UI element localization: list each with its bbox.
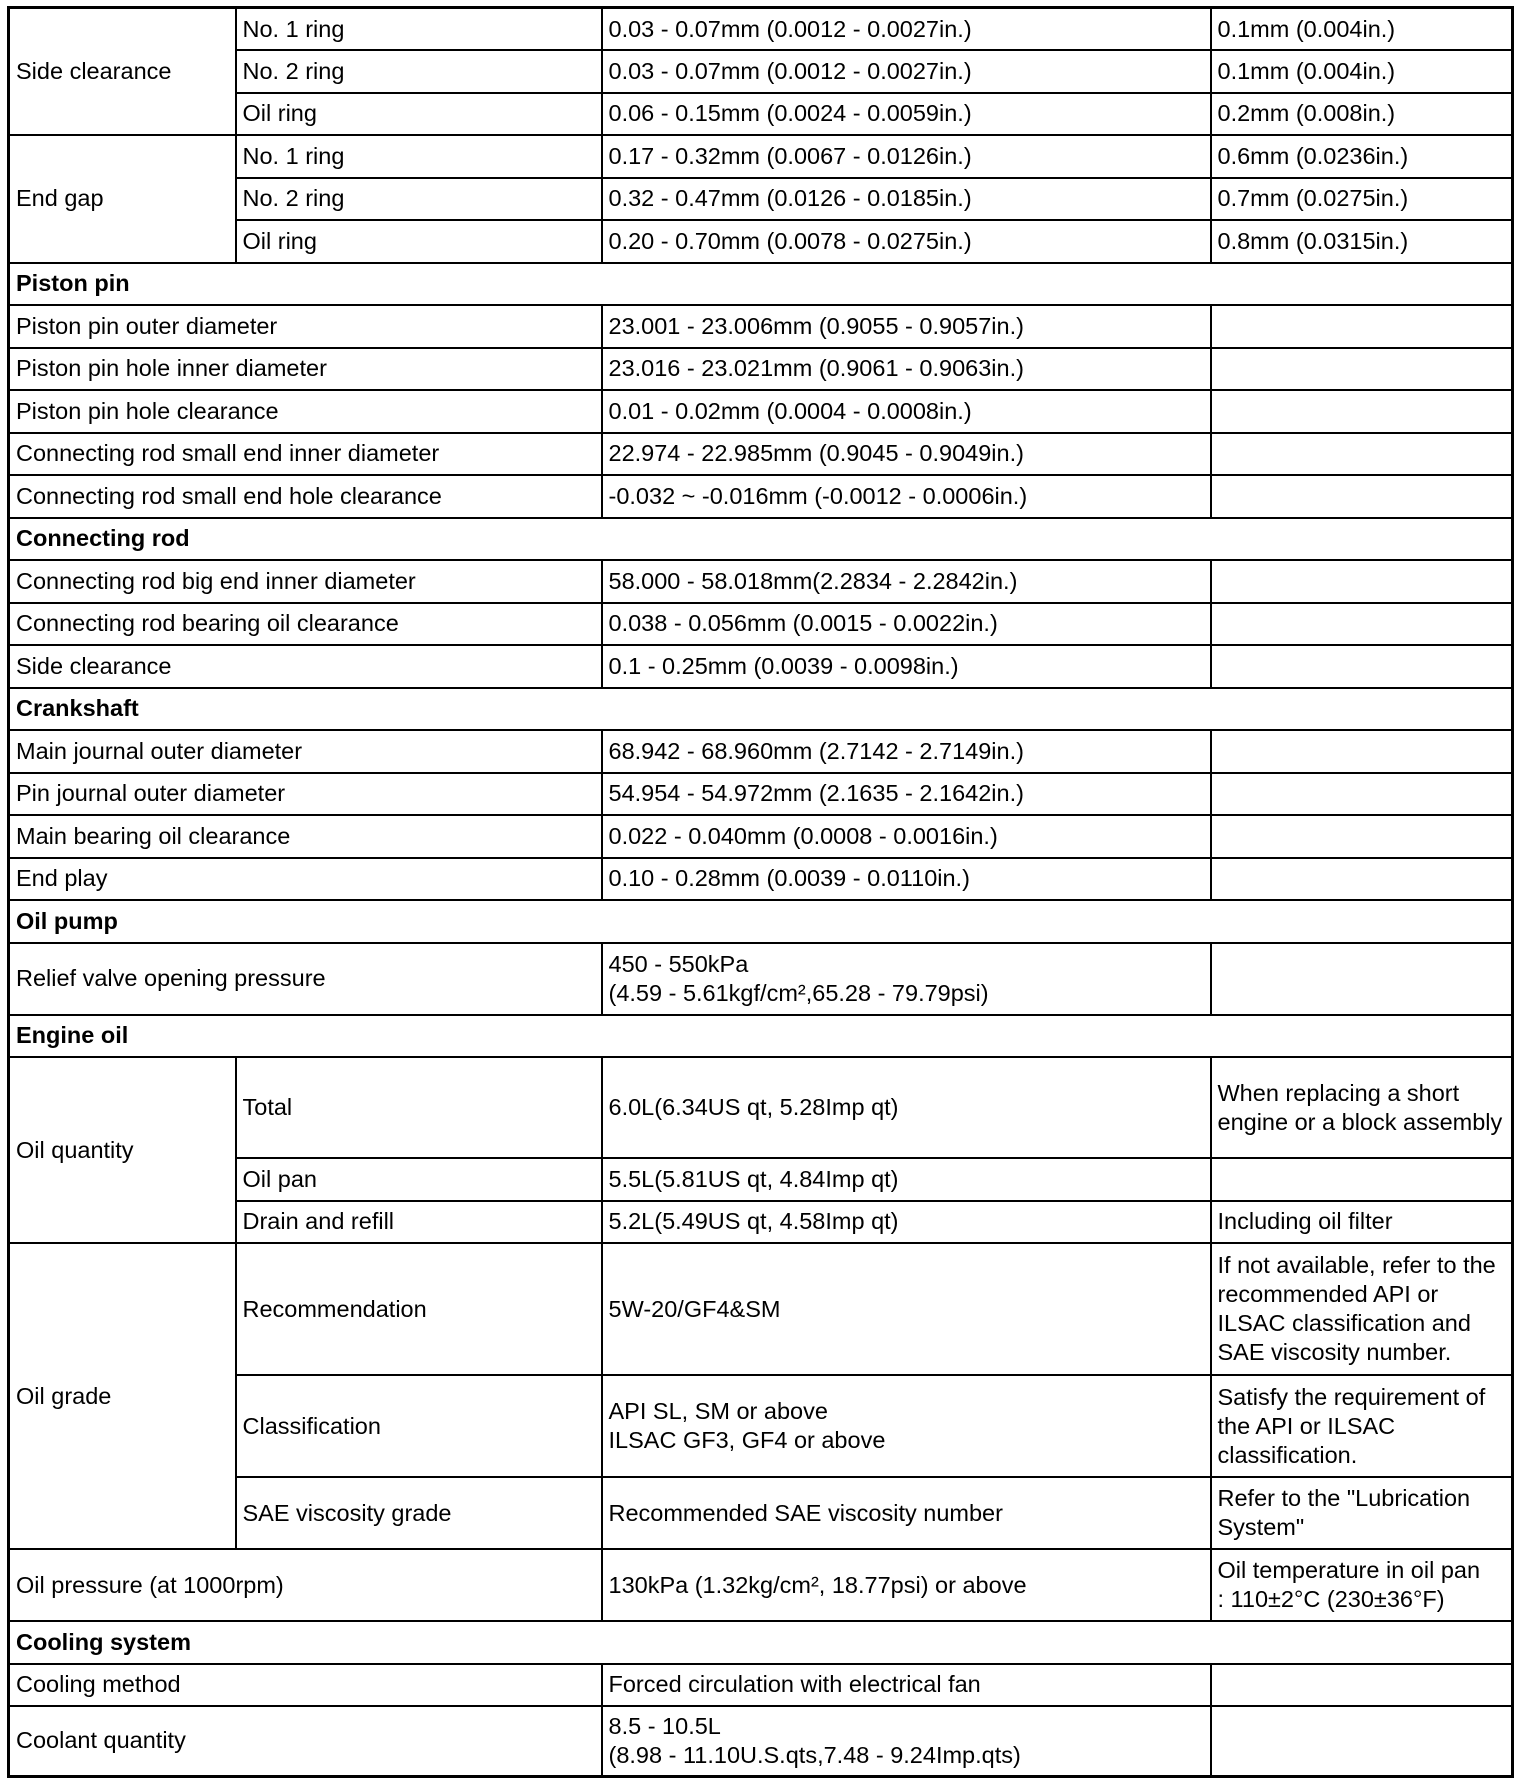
spec-label: Connecting rod small end inner diameter: [9, 433, 602, 476]
table-row: [9, 1243, 1513, 1375]
spec-value: 0.038 - 0.056mm (0.0015 - 0.0022in.): [602, 603, 1211, 646]
ring-item-label: No. 2 ring: [236, 50, 602, 93]
relief-valve-value: [602, 943, 1211, 1015]
oil-quantity-label: Oil quantity: [9, 1057, 236, 1243]
relief-valve-label: Relief valve opening pressure: [9, 943, 602, 1015]
section-header-row: [9, 1621, 1513, 1664]
ring-item-label: No. 1 ring: [236, 8, 602, 51]
drain-refill-label: Drain and refill: [236, 1201, 602, 1244]
table-row: [9, 390, 1513, 433]
classification-note: Satisfy the requirement of the API or ILSAC classification.: [1211, 1375, 1513, 1477]
spec-label: Piston pin hole inner diameter: [9, 348, 602, 391]
spec-value: 0.06 - 0.15mm (0.0024 - 0.0059in.): [602, 93, 1211, 136]
oil-total-label: Total: [236, 1057, 602, 1158]
table-row: [9, 1549, 1513, 1621]
ring-item-label: No. 1 ring: [236, 135, 602, 178]
spec-limit: 0.1mm (0.004in.): [1211, 8, 1513, 51]
recommendation-value: 5W-20/GF4&SM: [602, 1243, 1211, 1375]
classification-value: [602, 1375, 1211, 1477]
spec-limit: [1211, 305, 1513, 348]
spec-limit: 0.6mm (0.0236in.): [1211, 135, 1513, 178]
table-row: [9, 560, 1513, 603]
spec-limit: [1211, 943, 1513, 1015]
spec-limit: [1211, 348, 1513, 391]
ring-item-label: Oil ring: [236, 220, 602, 263]
spec-value: 58.000 - 58.018mm(2.2834 - 2.2842in.): [602, 560, 1211, 603]
spec-value: 0.022 - 0.040mm (0.0008 - 0.0016in.): [602, 815, 1211, 858]
table-row: [9, 348, 1513, 391]
spec-value: 0.01 - 0.02mm (0.0004 - 0.0008in.): [602, 390, 1211, 433]
oil-pan-value: 5.5L(5.81US qt, 4.84Imp qt): [602, 1158, 1211, 1201]
spec-limit: [1211, 815, 1513, 858]
table-row: [9, 1706, 1513, 1776]
recommendation-note: If not available, refer to the recommended API or ILSAC classification and SAE viscosity number.: [1211, 1243, 1513, 1375]
spec-limit: 0.7mm (0.0275in.): [1211, 178, 1513, 221]
table-row: [9, 773, 1513, 816]
oil-pressure-value: 130kPa (1.32kg/cm², 18.77psi) or above: [602, 1549, 1211, 1621]
section-header-row: [9, 900, 1513, 943]
spec-value: 0.03 - 0.07mm (0.0012 - 0.0027in.): [602, 50, 1211, 93]
spec-limit: [1211, 1158, 1513, 1201]
table-row: [9, 730, 1513, 773]
spec-limit: [1211, 773, 1513, 816]
recommendation-label: Recommendation: [236, 1243, 602, 1375]
spec-value: 0.03 - 0.07mm (0.0012 - 0.0027in.): [602, 8, 1211, 51]
table-row: [9, 475, 1513, 518]
spec-value: 23.001 - 23.006mm (0.9055 - 0.9057in.): [602, 305, 1211, 348]
table-row: [9, 603, 1513, 646]
sae-viscosity-note: Refer to the "Lubrication System": [1211, 1477, 1513, 1549]
table-row: [9, 135, 1513, 178]
coolant-quantity-value: [602, 1706, 1211, 1776]
oil-pressure-label: Oil pressure (at 1000rpm): [9, 1549, 602, 1621]
spec-label: Connecting rod big end inner diameter: [9, 560, 602, 603]
oil-grade-label: Oil grade: [9, 1243, 236, 1549]
spec-value: 22.974 - 22.985mm (0.9045 - 0.9049in.): [602, 433, 1211, 476]
drain-refill-note: Including oil filter: [1211, 1201, 1513, 1244]
section-header-engine-oil: Engine oil: [9, 1015, 1513, 1058]
spec-limit: [1211, 730, 1513, 773]
section-header-piston-pin: Piston pin: [9, 263, 1513, 306]
spec-limit: [1211, 475, 1513, 518]
spec-value: 0.20 - 0.70mm (0.0078 - 0.0275in.): [602, 220, 1211, 263]
section-header-row: [9, 518, 1513, 561]
engine-spec-table: [7, 6, 1514, 1778]
spec-label: Connecting rod bearing oil clearance: [9, 603, 602, 646]
spec-value: 0.10 - 0.28mm (0.0039 - 0.0110in.): [602, 858, 1211, 901]
oil-total-value: 6.0L(6.34US qt, 5.28Imp qt): [602, 1057, 1211, 1158]
spec-limit: [1211, 858, 1513, 901]
spec-value: -0.032 ~ -0.016mm (-0.0012 - 0.0006in.): [602, 475, 1211, 518]
table-row: [9, 305, 1513, 348]
relief-valve-value-line1: 450 - 550kPa: [608, 950, 749, 977]
spec-limit: [1211, 1664, 1513, 1707]
spec-value: 68.942 - 68.960mm (2.7142 - 2.7149in.): [602, 730, 1211, 773]
spec-limit: [1211, 433, 1513, 476]
section-header-row: [9, 688, 1513, 731]
section-header-oil-pump: Oil pump: [9, 900, 1513, 943]
spec-label: Main journal outer diameter: [9, 730, 602, 773]
spec-limit: [1211, 390, 1513, 433]
oil-pan-label: Oil pan: [236, 1158, 602, 1201]
cooling-method-value: Forced circulation with electrical fan: [602, 1664, 1211, 1707]
spec-label: Piston pin outer diameter: [9, 305, 602, 348]
sae-viscosity-label: SAE viscosity grade: [236, 1477, 602, 1549]
classification-value-line1: API SL, SM or above: [608, 1398, 828, 1424]
spec-label: Main bearing oil clearance: [9, 815, 602, 858]
spec-value: 0.1 - 0.25mm (0.0039 - 0.0098in.): [602, 645, 1211, 688]
ring-item-label: No. 2 ring: [236, 178, 602, 221]
spec-value: 54.954 - 54.972mm (2.1635 - 2.1642in.): [602, 773, 1211, 816]
classification-label: Classification: [236, 1375, 602, 1477]
table-row: [9, 8, 1513, 51]
table-row: [9, 645, 1513, 688]
spec-label: Connecting rod small end hole clearance: [9, 475, 602, 518]
spec-limit: 0.8mm (0.0315in.): [1211, 220, 1513, 263]
spec-value: 0.32 - 0.47mm (0.0126 - 0.0185in.): [602, 178, 1211, 221]
coolant-quantity-value-line2: (8.98 - 11.10U.S.qts,7.48 - 9.24Imp.qts): [608, 1741, 1021, 1768]
oil-total-note: When replacing a short engine or a block assembly: [1211, 1057, 1513, 1158]
side-clearance-group-label: Side clearance: [9, 8, 236, 136]
table-row: [9, 943, 1513, 1015]
table-row: [9, 858, 1513, 901]
spec-label: Side clearance: [9, 645, 602, 688]
ring-item-label: Oil ring: [236, 93, 602, 136]
spec-limit: 0.2mm (0.008in.): [1211, 93, 1513, 136]
drain-refill-value: 5.2L(5.49US qt, 4.58Imp qt): [602, 1201, 1211, 1244]
classification-value-line2: ILSAC GF3, GF4 or above: [608, 1427, 886, 1453]
spec-value: 23.016 - 23.021mm (0.9061 - 0.9063in.): [602, 348, 1211, 391]
section-header-cooling-system: Cooling system: [9, 1621, 1513, 1664]
section-header-row: [9, 263, 1513, 306]
spec-value: 0.17 - 0.32mm (0.0067 - 0.0126in.): [602, 135, 1211, 178]
coolant-quantity-label: Coolant quantity: [9, 1706, 602, 1776]
table-row: [9, 815, 1513, 858]
spec-limit: [1211, 603, 1513, 646]
oil-pressure-note-line2: : 110±2°C (230±36°F): [1217, 1586, 1445, 1612]
table-row: [9, 1664, 1513, 1707]
section-header-crankshaft: Crankshaft: [9, 688, 1513, 731]
oil-pressure-note-line1: Oil temperature in oil pan: [1217, 1557, 1481, 1583]
sae-viscosity-value: Recommended SAE viscosity number: [602, 1477, 1211, 1549]
spec-limit: [1211, 1706, 1513, 1776]
section-header-connecting-rod: Connecting rod: [9, 518, 1513, 561]
end-gap-group-label: End gap: [9, 135, 236, 263]
spec-label: Piston pin hole clearance: [9, 390, 602, 433]
table-row: [9, 1057, 1513, 1158]
cooling-method-label: Cooling method: [9, 1664, 602, 1707]
section-header-row: [9, 1015, 1513, 1058]
relief-valve-value-line2: (4.59 - 5.61kgf/cm²,65.28 - 79.79psi): [608, 979, 989, 1006]
spec-label: Pin journal outer diameter: [9, 773, 602, 816]
table-row: [9, 433, 1513, 476]
spec-limit: 0.1mm (0.004in.): [1211, 50, 1513, 93]
spec-limit: [1211, 645, 1513, 688]
oil-pressure-note: [1211, 1549, 1513, 1621]
spec-limit: [1211, 560, 1513, 603]
coolant-quantity-value-line1: 8.5 - 10.5L: [608, 1712, 721, 1739]
spec-label: End play: [9, 858, 602, 901]
